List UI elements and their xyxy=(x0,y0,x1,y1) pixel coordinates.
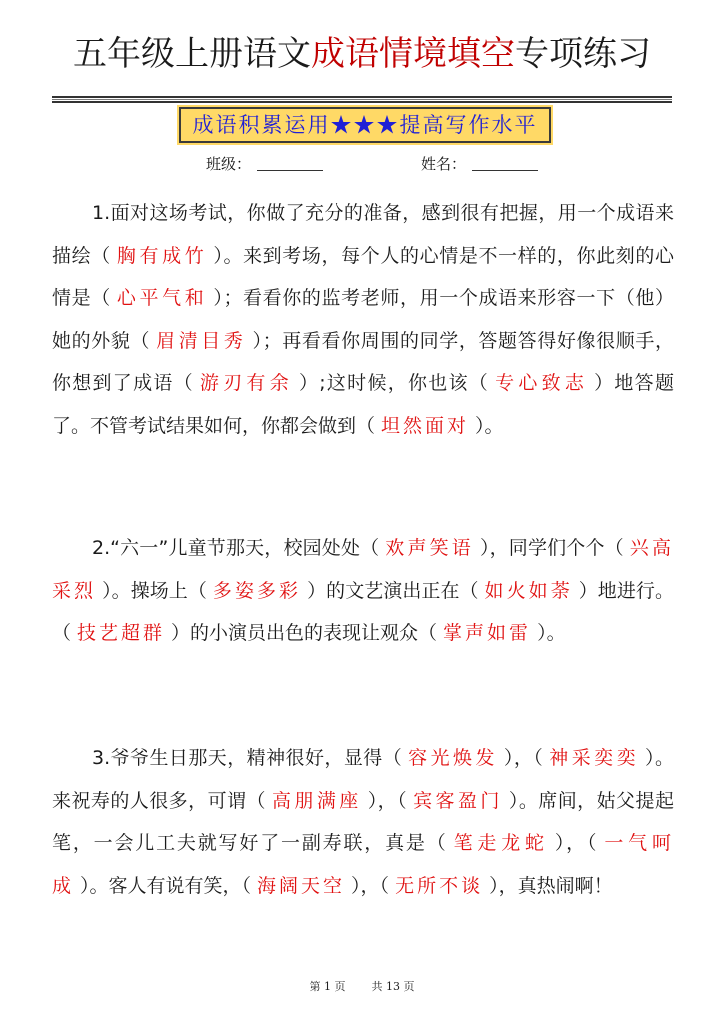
answer-idiom: 技艺超群 xyxy=(77,622,166,644)
answer-idiom: 兴高采烈 xyxy=(52,537,674,602)
name-blank[interactable] xyxy=(472,170,538,171)
question-segment: ）；再看看你周围的同学，答题答得好像很顺手，你想到了成语（ xyxy=(52,329,674,394)
question-segment: ）。 xyxy=(537,622,566,644)
question-segment: ），（ xyxy=(351,874,390,897)
name-label: 姓名： xyxy=(421,155,467,173)
question-segment: ），（ xyxy=(554,832,599,854)
class-field xyxy=(206,153,323,174)
title-highlight: 成语情境填空 xyxy=(311,34,515,74)
answer-idiom: 一气呵成 xyxy=(52,832,674,897)
question-text xyxy=(52,202,674,437)
answer-idiom: 笔走龙蛇 xyxy=(453,832,549,854)
page-number: 第 1 页 xyxy=(309,980,346,993)
question-segment: ），同学们个个（ xyxy=(479,537,624,559)
title-prefix: 五年级上册语文 xyxy=(73,34,311,74)
question-segment: ）地答题了。不管考试结果如何，你都会做到（ xyxy=(52,372,674,437)
question-segment: ）。操场上（ xyxy=(102,579,207,602)
question-text xyxy=(52,747,674,897)
answer-idiom: 坦然面对 xyxy=(381,414,470,437)
question-segment: ），真热闹啊！ xyxy=(489,874,613,897)
question-segment: ）。客人有说有笑，（ xyxy=(80,874,252,897)
answer-idiom: 欢声笑语 xyxy=(385,537,474,559)
answer-idiom: 胸有成竹 xyxy=(116,244,208,267)
question-segment: 3.爷爷生日那天，精神很好，显得（ xyxy=(92,747,403,769)
answer-idiom: 宾客盈门 xyxy=(413,789,503,812)
class-blank[interactable] xyxy=(257,170,323,171)
answer-idiom: 专心致志 xyxy=(495,372,589,394)
page-title xyxy=(0,26,724,75)
question-text xyxy=(52,537,674,644)
question-segment: ）的小演员出色的表现让观众（ xyxy=(171,622,438,644)
title-suffix: 专项练习 xyxy=(515,34,651,74)
question-segment: ）的文艺演出正在（ xyxy=(307,579,479,602)
answer-idiom: 海阔天空 xyxy=(257,874,346,897)
question-segment: ）。来祝寿的人很多，可谓（ xyxy=(52,747,674,812)
question-3 xyxy=(52,737,674,907)
question-segment: ）；看看你的监考老师，用一个成语来形容一下（他）她的外貌（ xyxy=(52,287,674,352)
question-segment: ）地进行。（ xyxy=(52,579,674,644)
page-footer xyxy=(0,978,724,994)
question-segment: ）。席间，姑父提起笔，一会儿工夫就写好了一副寿联，真是（ xyxy=(52,789,674,854)
question-1 xyxy=(52,192,674,447)
answer-idiom: 容光焕发 xyxy=(408,747,498,769)
name-field xyxy=(421,153,538,174)
answer-idiom: 无所不谈 xyxy=(395,874,484,897)
question-segment: ）;这时候，你也该（ xyxy=(298,372,490,394)
question-2 xyxy=(52,527,674,655)
answer-idiom: 神采奕奕 xyxy=(549,747,640,769)
question-segment: ）。来到考场，每个人的心情是不一样的，你此刻的心情是（ xyxy=(52,244,674,309)
question-segment: 2.“六一”儿童节那天，校园处处（ xyxy=(92,537,380,559)
header-divider xyxy=(52,96,672,102)
question-segment: ）。 xyxy=(475,414,504,437)
answer-idiom: 眉清目秀 xyxy=(156,329,247,352)
answer-idiom: 多姿多彩 xyxy=(212,579,302,602)
question-segment: ），（ xyxy=(503,747,544,769)
answer-idiom: 掌声如雷 xyxy=(443,622,532,644)
answer-idiom: 如火如荼 xyxy=(484,579,573,602)
page-total: 共 13 页 xyxy=(371,980,415,993)
class-label: 班级： xyxy=(206,155,252,173)
subtitle-banner: 成语积累运用★★★提高写作水平 xyxy=(179,107,551,143)
question-segment: ），（ xyxy=(367,789,408,812)
answer-idiom: 游刃有余 xyxy=(199,372,293,394)
answer-idiom: 心平气和 xyxy=(116,287,208,309)
answer-idiom: 高朋满座 xyxy=(271,789,362,812)
question-segment: 1.面对这场考试，你做了充分的准备，感到很有把握，用一个成语来描绘（ xyxy=(52,202,674,267)
